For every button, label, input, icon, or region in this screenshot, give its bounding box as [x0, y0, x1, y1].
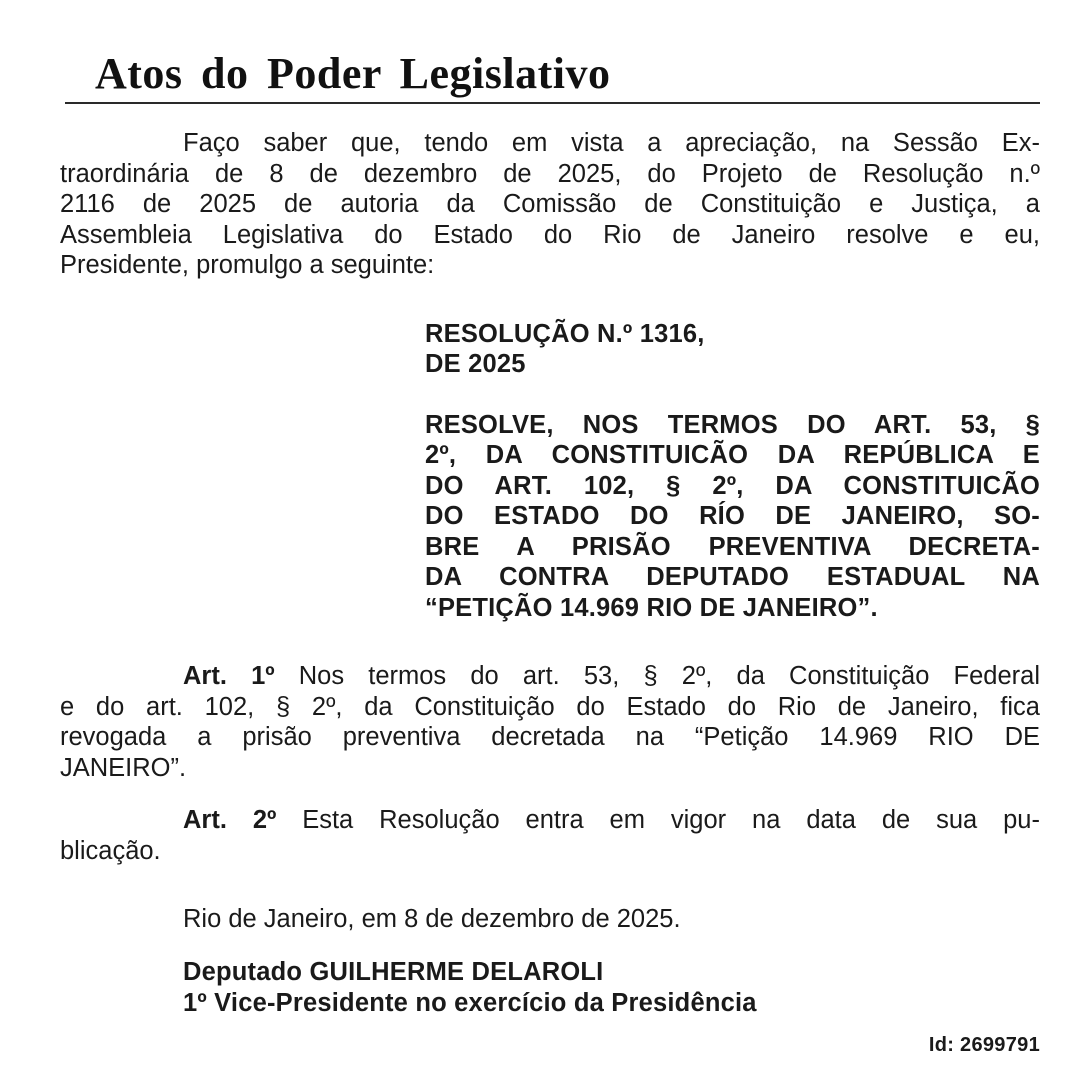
document-body [60, 128, 1040, 1019]
preamble-line: traordinária de 8 de dezembro de 2025, do Projeto de Resolução n.º [60, 159, 1040, 188]
article-1-line: JANEIRO”. [60, 753, 187, 782]
summary-line: DO ART. 102, § 2º, DA CONSTITUICÃO [425, 471, 1040, 500]
article-1-text: Nos termos do art. 53, § 2º, da Constituição Federal [274, 662, 1040, 690]
article-1-paragraph [60, 661, 1040, 783]
resolution-summary [425, 410, 1040, 624]
spacer [60, 380, 1040, 410]
article-1-line: revogada a prisão preventiva decretada na “Petição 14.969 RIO DE [60, 723, 1040, 751]
signatory-role: 1º Vice-Presidente no exercício da Presidência [183, 988, 757, 1017]
preamble-paragraph [60, 128, 1040, 281]
article-2-line [60, 805, 1040, 836]
summary-line: DO ESTADO DO RÍO DE JANEIRO, SO- [425, 502, 1040, 530]
closing-place-date: Rio de Janeiro, em 8 de dezembro de 2025. [183, 905, 681, 933]
article-1-line: e do art. 102, § 2º, da Constituição do Estado do Rio de Janeiro, fica [60, 692, 1040, 721]
summary-line: 2º, DA CONSTITUICÃO DA REPÚBLICA E [425, 441, 1040, 469]
spacer [60, 866, 1040, 904]
resolution-summary-block [425, 410, 1040, 624]
masthead [65, 49, 1040, 104]
preamble-line: 2116 de 2025 de autoria da Comissão de Constituição e Justiça, a [60, 190, 1040, 218]
summary-line: DA CONTRA DEPUTADO ESTADUAL NA [425, 563, 1040, 591]
page-title: Atos do Poder Legislativo [95, 49, 611, 98]
article-2-label: Art. 2º [183, 806, 277, 834]
preamble-line: Faço saber que, tendo em vista a apreciação, na Sessão Ex- [183, 129, 1040, 157]
summary-line: BRE A PRISÃO PREVENTIVA DECRETA- [425, 532, 1040, 561]
masthead-divider [65, 102, 1040, 104]
spacer [60, 783, 1040, 805]
resolution-heading-line-1: RESOLUÇÃO N.º 1316, [425, 319, 705, 348]
summary-line: “PETIÇÃO 14.969 RIO DE JANEIRO”. [425, 593, 878, 622]
spacer [60, 281, 1040, 319]
resolution-heading-block [425, 319, 1040, 380]
article-2-line: blicação. [60, 836, 161, 865]
article-2-paragraph [60, 805, 1040, 866]
preamble-line: Assembleia Legislativa do Estado do Rio de Janeiro resolve e eu, [60, 220, 1040, 249]
spacer [60, 623, 1040, 661]
resolution-heading-line-2: DE 2025 [425, 350, 526, 378]
article-2-text: Esta Resolução entra em vigor na data de sua pu- [276, 806, 1040, 834]
article-1-line [60, 661, 1040, 692]
signature-block [60, 957, 1040, 1019]
summary-line: RESOLVE, NOS TERMOS DO ART. 53, § [425, 410, 1040, 439]
article-1-label: Art. 1º [183, 662, 275, 690]
preamble-line: Presidente, promulgo a seguinte: [60, 251, 435, 279]
document-id: Id: 2699791 [928, 1034, 1040, 1056]
spacer [60, 935, 1040, 957]
signatory-name: Deputado GUILHERME DELAROLI [183, 957, 604, 986]
